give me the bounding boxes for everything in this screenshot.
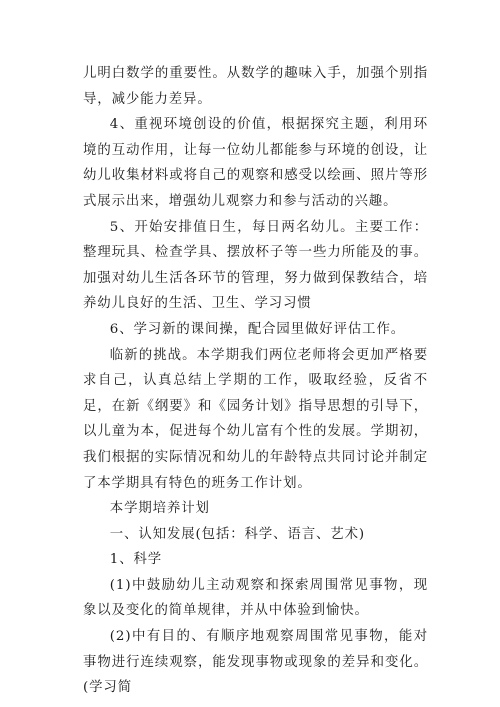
paragraph-item-5: 5、开始安排值日生，每日两名幼儿。主要工作：整理玩具、检查学具、摆放杯子等一些力所能及的事。加强对幼儿生活各环节的管理，努力做到保教结合，培养幼儿良好的生活、卫生、学习习惯 <box>83 219 428 312</box>
paragraph-challenge: 临新的挑战。本学期我们两位老师将会更加严格要求自己，认真总结上学期的工作，吸取经验，反省不足，在新《纲要》和《园务计划》指导思想的引导下，以儿童为本，促进每个幼儿富有个性的发展。学期初，我们根据的实际情况和幼儿的年龄特点共同讨论并制定了本学期具有特色的班务工作计划。 <box>83 347 428 491</box>
section-heading-training-plan: 本学期培养计划 <box>109 501 210 517</box>
section-heading-cognitive-development: 一、认知发展(包括：科学、语言、艺术) <box>109 526 365 542</box>
paragraph-item-4: 4、重视环境创设的价值，根据探究主题，利用环境的互动作用，让每一位幼儿都能参与环境的创设，让幼儿收集材料或将自己的观察和感受以绘画、照片等形式展示出来，增强幼儿观察力和参与活动的兴趣。 <box>83 117 428 209</box>
paragraph-item-6: 6、学习新的课间操，配合园里做好评估工作。 <box>109 321 406 337</box>
paragraph-continuation: 儿明白数学的重要性。从数学的趣味入手，加强个别指导，减少能力差异。 <box>83 66 428 107</box>
document-body <box>83 61 428 701</box>
subsection-heading-science: 1、科学 <box>109 552 163 568</box>
paragraph-science-2: (2)中有目的、有顺序地观察周围常见事物，能对事物进行连续观察，能发现事物或现象的差异和变化。(学习简 <box>83 629 428 696</box>
paragraph-science-1: (1)中鼓励幼儿主动观察和探索周围常见事物，现象以及变化的简单规律，并从中体验到愉快。 <box>83 577 428 619</box>
